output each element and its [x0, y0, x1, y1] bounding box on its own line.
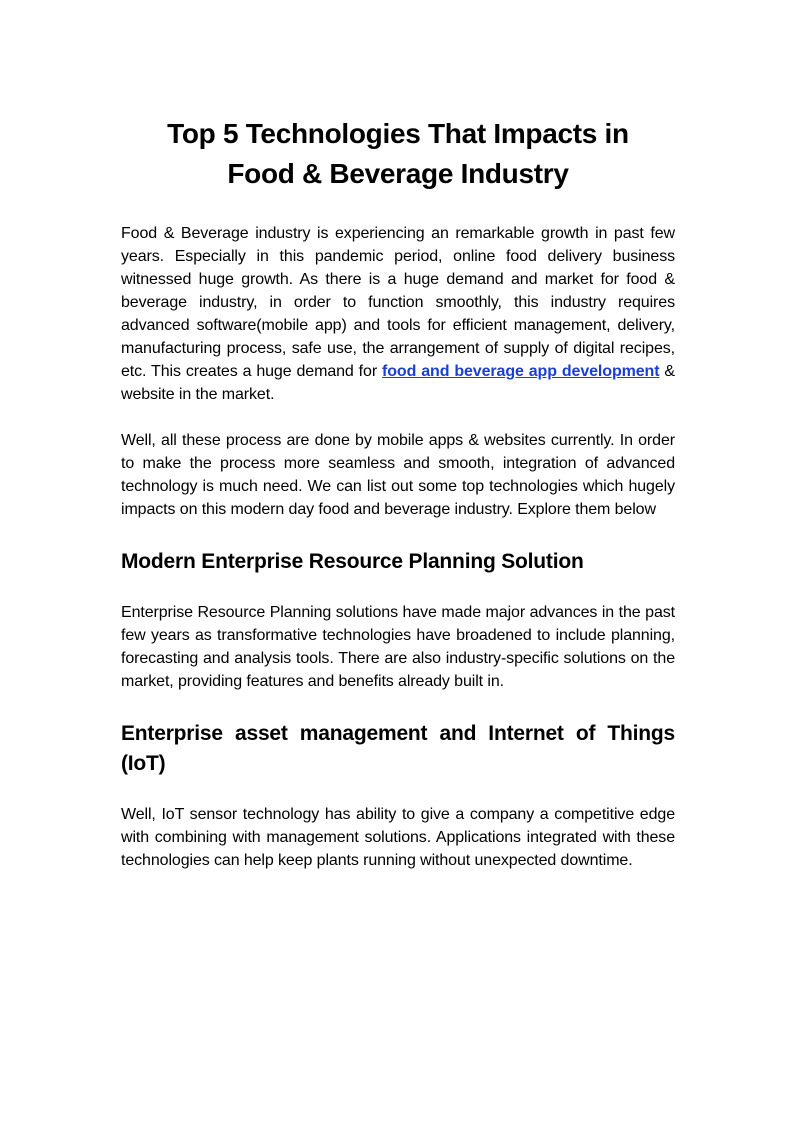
section-heading-erp: Modern Enterprise Resource Planning Solution [121, 550, 584, 573]
document-page [121, 114, 675, 872]
title-line-2: Food & Beverage Industry [227, 158, 569, 189]
title-line-1: Top 5 Technologies That Impacts in [167, 118, 629, 149]
section-body-iot: Well, IoT sensor technology has ability to give a company a competitive edge with combining with management solutions. Applications integrated with these technologies can help keep plants running without unexpected downtime. [121, 806, 675, 869]
intro-text-after-link: & website in the market. [121, 363, 675, 403]
intro-text-before-link: Food & Beverage industry is experiencing an remarkable growth in past few years. Especially in this pandemic period, online food delivery business witnessed huge growth. As there is a huge demand and market for food & beverage industry, in order to function smoothly, this industry requires advanced software(mobile app) and tools for efficient management, delivery, manufacturing process, safe use, the arrangement of supply of digital recipes, etc. This creates a huge demand for [121, 225, 675, 380]
intro-paragraph-1 [121, 222, 675, 406]
page-title [121, 114, 675, 194]
section-body-erp: Enterprise Resource Planning solutions have made major advances in the past few years as transformative technologies have broadened to include planning, forecasting and analysis tools. There are also industry-specific solutions on the market, providing features and benefits already built in. [121, 604, 675, 690]
section-heading-iot: Enterprise asset management and Internet of Things (IoT) [121, 722, 675, 775]
intro-paragraph-2: Well, all these process are done by mobile apps & websites currently. In order to make the process more seamless and smooth, integration of advanced technology is much need. We can list out some top technologies which hugely impacts on this modern day food and beverage industry. Explore them below [121, 432, 675, 518]
food-beverage-app-development-link[interactable]: food and beverage app development [382, 363, 660, 380]
